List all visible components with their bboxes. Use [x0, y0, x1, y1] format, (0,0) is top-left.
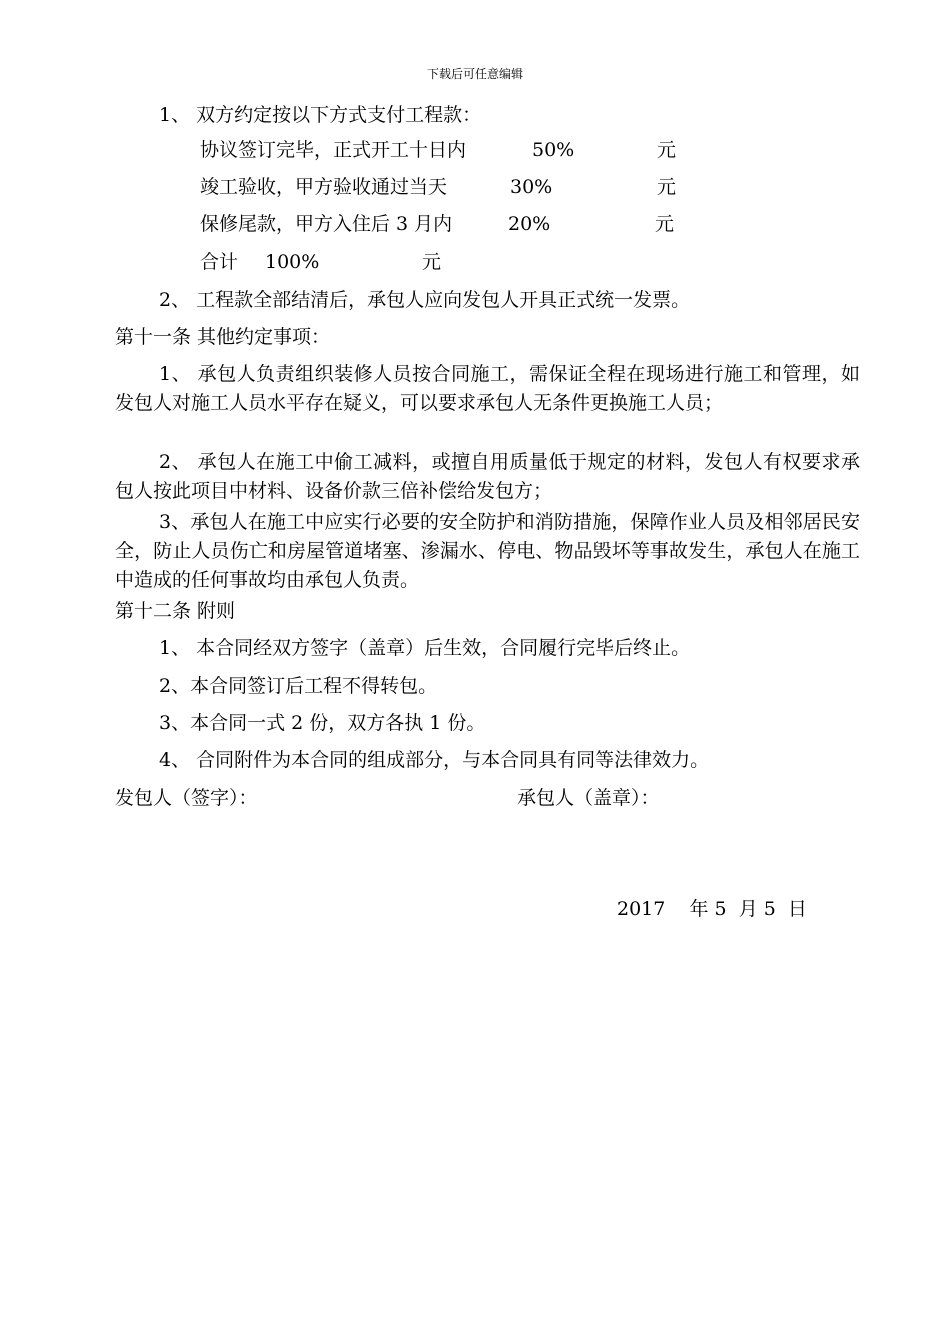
payment-row-2-unit: 元: [657, 176, 677, 198]
payment-row-3-label: 保修尾款，甲方入住后 3 月内: [200, 213, 453, 235]
signing-date: 2017 年 5 月 5 日: [617, 898, 807, 920]
payment-row-1-label: 协议签订完毕，正式开工十日内: [200, 139, 467, 161]
payment-row-1-unit: 元: [657, 139, 677, 161]
article-11-item-1: 1、 承包人负责组织装修人员按合同施工，需保证全程在现场进行施工和管理，如发包人对施工人员水平存在疑义，可以要求承包人无条件更换施工人员；: [115, 363, 860, 414]
payment-intro: 1、 双方约定按以下方式支付工程款：: [159, 104, 482, 126]
payment-invoice: 2、 工程款全部结清后，承包人应向发包人开具正式统一发票。: [159, 289, 691, 311]
article-12-item-3: 3、本合同一式 2 份，双方各执 1 份。: [159, 712, 486, 734]
payment-row-2-label: 竣工验收，甲方验收通过当天: [200, 176, 448, 198]
payment-row-2-percent: 30%: [510, 176, 553, 198]
payment-row-3-percent: 20%: [508, 213, 551, 235]
contractor-seal-label: 承包人（盖章）：: [517, 787, 660, 809]
article-12-item-1: 1、 本合同经双方签字（盖章）后生效，合同履行完毕后终止。: [159, 637, 691, 659]
article-12-title: 第十二条 附则: [115, 600, 236, 622]
payment-row-3-unit: 元: [655, 213, 675, 235]
payment-row-1-percent: 50%: [532, 139, 575, 161]
page-header: 下载后可任意编辑: [426, 67, 523, 81]
article-11-item-3: 3、承包人在施工中应实行必要的安全防护和消防措施，保障作业人员及相邻居民安全，防止人员伤亡和房屋管道堵塞、渗漏水、停电、物品毁坏等事故发生，承包人在施工中造成的任何事故均由承包人负责。: [115, 511, 860, 591]
article-12-item-2: 2、本合同签订后工程不得转包。: [159, 675, 438, 697]
payment-total-label: 合计: [200, 251, 239, 273]
payment-total-percent: 100%: [265, 251, 320, 273]
employer-signature-label: 发包人（签字）：: [115, 787, 258, 809]
article-11-item-2: 2、 承包人在施工中偷工减料，或擅自用质量低于规定的材料，发包人有权要求承包人按此项目中材料、设备价款三倍补偿给发包方；: [115, 451, 860, 502]
article-11-title: 第十一条 其他约定事项：: [115, 326, 331, 348]
article-12-item-4: 4、 合同附件为本合同的组成部分，与本合同具有同等法律效力。: [159, 749, 710, 771]
payment-total-unit: 元: [422, 251, 442, 273]
